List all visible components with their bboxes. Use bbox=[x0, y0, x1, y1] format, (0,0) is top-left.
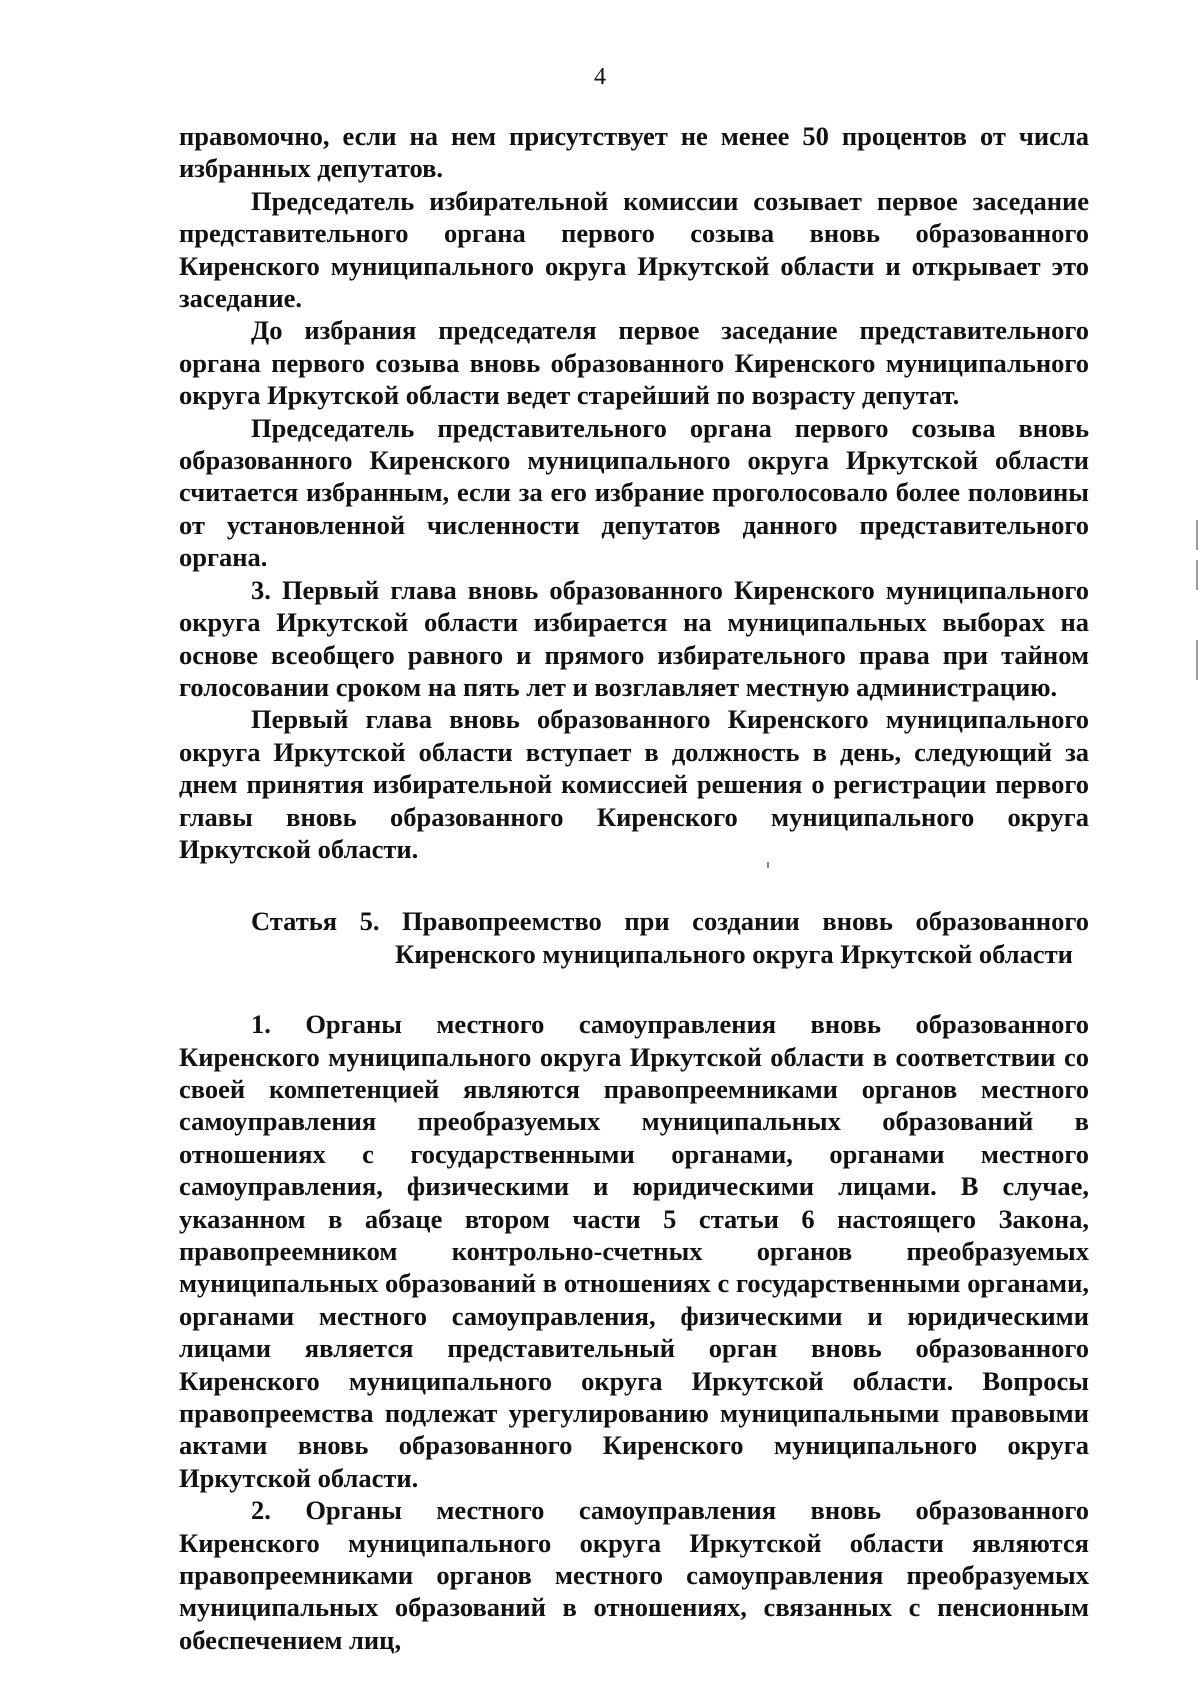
article-heading-line-1: Статья 5. Правопреемство при создании вновь образованного bbox=[251, 906, 1089, 937]
article-5-paragraph-2: 2. Органы местного самоуправления вновь образованного Киренского муниципального округа Иркутской области являются правопреемниками органов местного самоуправления преобразуемых муниципальных образований в отношениях, связанных с пенсионным обеспечением лиц, bbox=[179, 1495, 1089, 1655]
scan-edge-mark bbox=[1196, 520, 1198, 550]
document-body bbox=[179, 120, 1089, 1656]
paragraph-section-3: 3. Первый глава вновь образованного Киренского муниципального округа Иркутской области избирается на муниципальных выборах на основе всеобщего равного и прямого избирательного права при тайном голосовании сроком на пять лет и возглавляет местную администрацию. bbox=[179, 574, 1089, 702]
paragraph-eldest-deputy: До избрания председателя первое заседание представительного органа первого созыва вновь образованного Киренского муниципального округа Иркутской области ведет старейший по возрасту депутат. bbox=[179, 315, 1089, 411]
scan-speck bbox=[767, 862, 769, 868]
article-5-heading bbox=[179, 905, 1089, 970]
article-5-paragraph-1: 1. Органы местного самоуправления вновь образованного Киренского муниципального округа Иркутской области в соответствии со своей компетенцией являются правопреемниками органов местного самоуправления преобразуемых муниципальных образований в отношениях с государственными органами, органами местного самоуправления, физическими и юридическими лицами. В случае, указанном в абзаце втором части 5 статьи 6 настоящего Закона, правопреемником контрольно-счетных органов преобразуемых муниципальных образований в отношениях с государственными органами, органами местного самоуправления, физическими и юридическими лицами является представительный орган вновь образованного Киренского муниципального округа Иркутской области. Вопросы правопреемства подлежат урегулированию муниципальными правовыми актами вновь образованного Киренского муниципального округа Иркутской области. bbox=[179, 1009, 1089, 1493]
paragraph-continuation: правомочно, если на нем присутствует не менее 50 процентов от числа избранных депутатов. bbox=[179, 121, 1089, 184]
paragraph-chairman-convenes: Председатель избирательной комиссии созывает первое заседание представительного органа первого созыва вновь образованного Киренского муниципального округа Иркутской области и открывает это заседание. bbox=[179, 185, 1089, 314]
scan-edge-mark bbox=[1196, 640, 1198, 680]
article-heading-line-2: Киренского муниципального округа Иркутской области bbox=[395, 938, 1073, 969]
page-number: 4 bbox=[594, 64, 606, 90]
paragraph-head-takes-office: Первый глава вновь образованного Киренского муниципального округа Иркутской области вступает в должность в день, следующий за днем принятия избирательной комиссией решения о регистрации первого главы вновь образованного Киренского муниципального округа Иркутской области. bbox=[179, 704, 1089, 864]
paragraph-chairman-elected: Председатель представительного органа первого созыва вновь образованного Киренского муниципального округа Иркутской области считается избранным, если за его избрание проголосовало более половины от установленной численности депутатов данного представительного органа. bbox=[179, 412, 1089, 573]
scan-edge-mark bbox=[1196, 560, 1198, 590]
